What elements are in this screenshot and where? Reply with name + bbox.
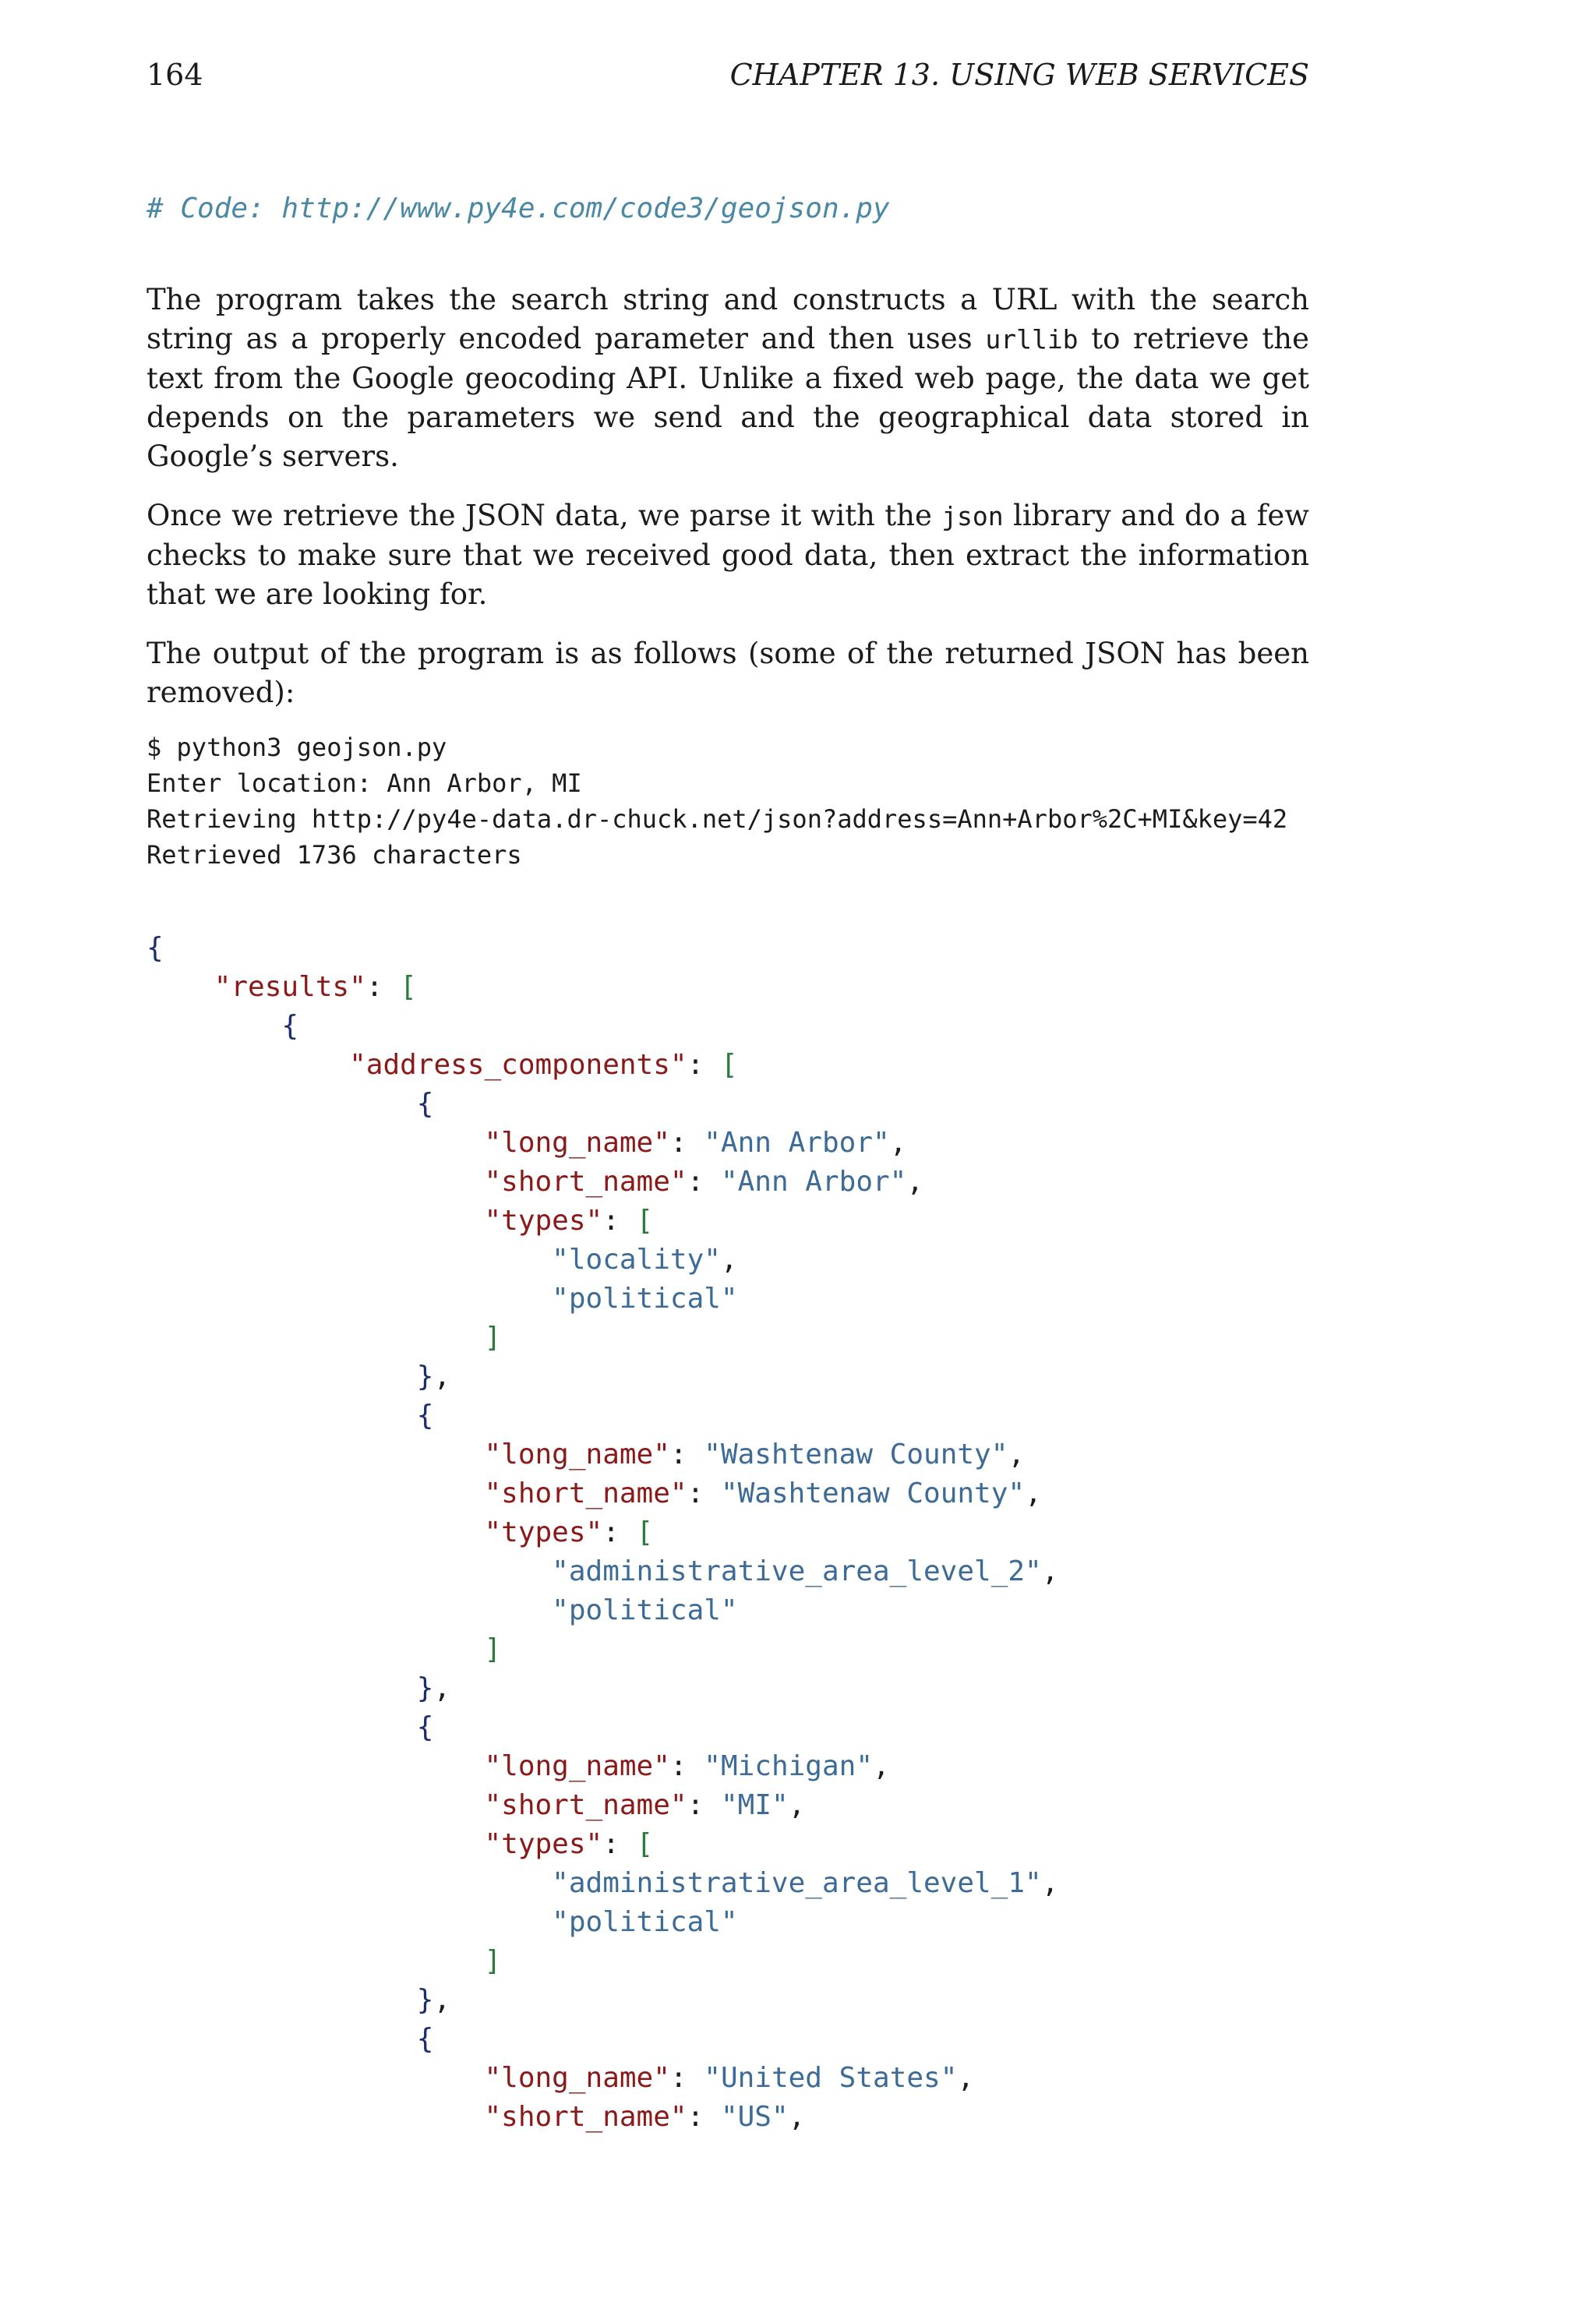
json-key: "short_name"	[484, 2101, 687, 2133]
paragraph-1-text-b: to retrieve the text from the Google geocoding API. Unlike a fixed web page, the data we get depends on the parameters we send and the geographical data stored in Google’s servers.	[147, 322, 1309, 473]
json-line: ]	[484, 1945, 502, 1977]
code-comment: # Code: http://www.py4e.com/code3/geojson.py	[147, 192, 890, 224]
json-key: "types"	[484, 1828, 603, 1860]
json-line	[147, 1903, 1058, 1942]
json-line: "locality",	[552, 1244, 738, 1276]
json-line: "long_name": "Ann Arbor",	[484, 1127, 907, 1159]
json-value: "United States"	[704, 2062, 958, 2094]
json-key: "long_name"	[484, 1127, 670, 1159]
json-line: {	[416, 1088, 434, 1120]
json-line: },	[416, 1361, 451, 1393]
json-line: {	[147, 932, 164, 964]
json-value: "US"	[720, 2101, 789, 2133]
json-line: ]	[484, 1322, 502, 1354]
json-value: "Washtenaw County"	[720, 1478, 1026, 1509]
json-line: "address_components": [	[349, 1049, 738, 1081]
json-key: "long_name"	[484, 1750, 670, 1782]
json-line: "long_name": "United States",	[484, 2062, 975, 2094]
terminal-line: Enter location: Ann Arbor, MI	[147, 768, 582, 798]
paragraph-2-text-a: Once we retrieve the JSON data, we parse it with the	[147, 499, 942, 532]
json-line: "types": [	[484, 1516, 654, 1548]
prose	[147, 281, 1309, 733]
json-line: },	[416, 1672, 451, 1704]
terminal-line: Retrieved 1736 characters	[147, 840, 522, 870]
json-line: },	[416, 1984, 451, 2016]
json-line	[147, 1591, 1058, 1630]
json-line: "results": [	[214, 971, 417, 1003]
json-value: "Ann Arbor"	[720, 1166, 907, 1198]
json-key: "short_name"	[484, 1166, 687, 1198]
inline-code-json: json	[941, 501, 1004, 531]
json-value: "political"	[552, 1594, 738, 1626]
json-line: {	[416, 1711, 434, 1743]
json-line: "long_name": "Washtenaw County",	[484, 1439, 1026, 1470]
json-line: {	[416, 2023, 434, 2055]
paragraph-2-text-b: library and do a few checks to make sure that we received good data, then extract the information that we are looking for.	[147, 499, 1309, 611]
json-key: "long_name"	[484, 1439, 670, 1470]
running-head: CHAPTER 13. USING WEB SERVICES	[729, 58, 1309, 92]
paragraph-2	[147, 496, 1309, 614]
json-key: "types"	[484, 1205, 603, 1237]
page-number: 164	[147, 58, 203, 92]
json-value: "locality"	[552, 1244, 721, 1276]
inline-code-urllib: urllib	[985, 324, 1079, 355]
terminal-output	[147, 729, 1287, 873]
json-line: "types": [	[484, 1205, 654, 1237]
paragraph-3: The output of the program is as follows (some of the returned JSON has been removed):	[147, 637, 1309, 709]
json-line: "long_name": "Michigan",	[484, 1750, 890, 1782]
paragraph-1	[147, 281, 1309, 476]
json-line: "short_name": "Ann Arbor",	[484, 1166, 924, 1198]
json-line: ]	[484, 1633, 502, 1665]
json-key: "short_name"	[484, 1789, 687, 1821]
json-value: "Michigan"	[704, 1750, 874, 1782]
json-line: "short_name": "US",	[484, 2101, 806, 2133]
json-key-address-components: "address_components"	[349, 1049, 687, 1081]
json-line: "types": [	[484, 1828, 654, 1860]
json-key: "short_name"	[484, 1478, 687, 1509]
terminal-line: Retrieving http://py4e-data.dr-chuck.net/json?address=Ann+Arbor%2C+MI&key=42	[147, 804, 1288, 834]
json-value: "administrative_area_level_2"	[552, 1555, 1042, 1587]
json-line: {	[281, 1010, 299, 1042]
json-value: "political"	[552, 1283, 738, 1315]
json-line: {	[416, 1400, 434, 1432]
json-value: "administrative_area_level_1"	[552, 1867, 1042, 1899]
terminal-line: $ python3 geojson.py	[147, 733, 447, 762]
paragraph-1-text-a: The program takes the search string and constructs a URL with the search string as a properly encoded parameter and then uses	[147, 283, 1309, 355]
json-listing	[147, 929, 1058, 2137]
json-line	[147, 1280, 1058, 1319]
json-line: "administrative_area_level_1",	[552, 1867, 1059, 1899]
json-key-results: "results"	[214, 971, 366, 1003]
json-value: "Ann Arbor"	[704, 1127, 890, 1159]
json-key: "long_name"	[484, 2062, 670, 2094]
json-line: "administrative_area_level_2",	[552, 1555, 1059, 1587]
json-line: "short_name": "Washtenaw County",	[484, 1478, 1042, 1509]
json-line: "short_name": "MI",	[484, 1789, 806, 1821]
json-value: "political"	[552, 1906, 738, 1938]
json-value: "MI"	[720, 1789, 789, 1821]
json-key: "types"	[484, 1516, 603, 1548]
json-value: "Washtenaw County"	[704, 1439, 1008, 1470]
